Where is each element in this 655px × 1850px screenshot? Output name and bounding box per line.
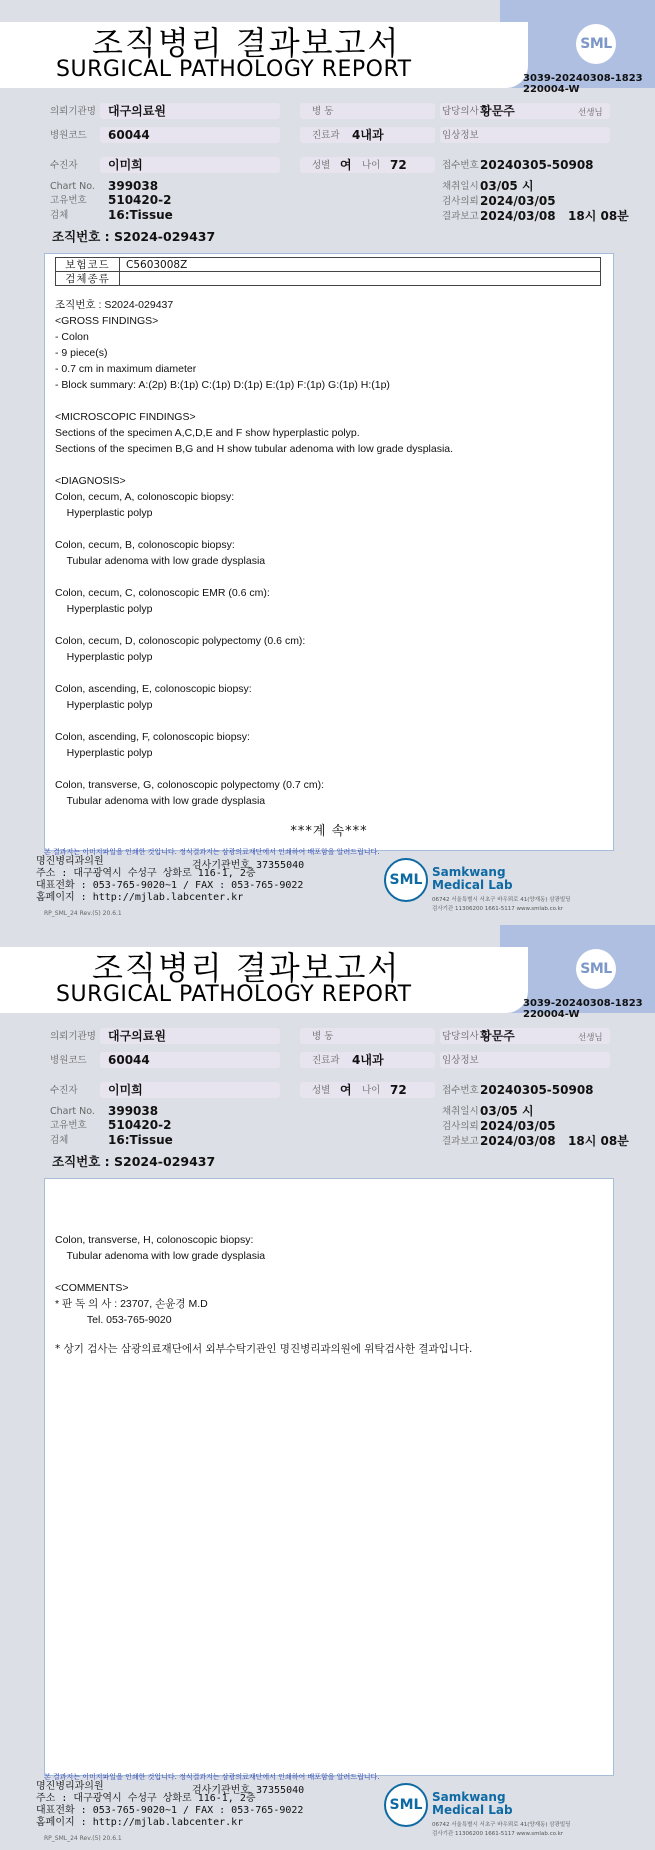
chart-value: 399038 [108,1104,159,1118]
ref-number: 조직번호 : S2024-029437 [52,1154,216,1169]
code-table [55,257,601,286]
result-label: 결과보고 [442,211,479,222]
specimen-label: 검체 [50,210,69,221]
hospital-code-value: 60044 [108,1053,150,1067]
lab-info: 명진병리과의원 주소 : 대구광역시 수성구 상화로 116-1, 2층 대표전화 : 053-765-9020~1 / FAX : 053-765-9022 홈페이지 : http://mjlab.labcenter.kr [36,856,304,903]
specimen-value: 16:Tissue [108,1133,173,1147]
sml-name: Samkwang Medical Lab [432,1790,513,1817]
exam-value: 2024/03/05 [480,1119,556,1133]
doctor-value: 황문주 [480,1029,515,1043]
exam-value: 2024/03/05 [480,194,556,208]
clinical-label: 임상정보 [442,130,479,141]
type-value [120,272,601,286]
id-value: 510420-2 [108,1118,172,1132]
report-page-2 [0,925,655,1850]
dept-label: 진료과 [312,130,340,141]
patient-value: 이미희 [108,1083,143,1097]
lab-info: 명진병리과의원 주소 : 대구광역시 수성구 상화로 116-1, 2층 대표전화 : 053-765-9020~1 / FAX : 053-765-9022 홈페이지 : http://mjlab.labcenter.kr [36,1781,304,1828]
form-code: 3039-20240308-1823 220004-W [523,998,643,1020]
specimen-value: 16:Tissue [108,208,173,222]
receipt-label: 접수번호 [442,1085,479,1096]
receipt-label: 접수번호 [442,160,479,171]
result-time: 18시 08분 [568,1134,629,1148]
age-value: 72 [390,1083,407,1097]
doctor-label: 담당의사 [442,1031,479,1042]
chart-value: 399038 [108,179,159,193]
report-text: Colon, transverse, H, colonoscopic biopsy: Tubular adenoma with low grade dysplasia <COMMENTS> * 판 독 의 사 : 23707, 손윤경 M.D Tel. 053-765-9020 [55,1234,266,1326]
result-date: 2024/03/08 [480,1134,556,1148]
result-label: 결과보고 [442,1136,479,1147]
sex-value: 여 [340,1083,352,1097]
age-label: 나이 [362,1085,381,1096]
sml-address: 06742 서울특별시 서초구 바우뫼로 41(양재동) 삼광빌딩 검사기관 11306200 1661-5117 www.smlab.co.kr [432,897,571,912]
revision-code: RP_SML_24 Rev.(5) 20.6.1 [44,1835,122,1842]
requester-value: 대구의료원 [108,1029,166,1043]
report-body [44,1178,614,1776]
notice: 본 결과지는 이미지파일을 인쇄한 것입니다. 정식결과지는 삼광의료재단에서 인쇄하여 배포함을 알려드립니다. [44,1773,380,1781]
hospital-code-value: 60044 [108,128,150,142]
doctor-suffix: 선생님 [578,108,603,118]
sex-label: 성별 [312,1085,331,1096]
hospital-code-label: 병원코드 [50,130,87,141]
sml-logo-icon: SML [576,24,616,64]
collect-label: 채취일시 [442,1106,479,1117]
title-english: SURGICAL PATHOLOGY REPORT [56,982,412,1007]
sex-label: 성별 [312,160,331,171]
lab-code: 검사기관번호 37355040 [192,1785,305,1796]
id-value: 510420-2 [108,193,172,207]
chart-label: Chart No. [50,181,95,192]
notice: 본 결과지는 이미지파일을 인쇄한 것입니다. 정식결과지는 삼광의료재단에서 인쇄하여 배포함을 알려드립니다. [44,848,380,856]
sml-footer-logo-icon: SML [384,858,428,902]
requester-label: 의뢰기관명 [50,106,96,117]
ward-label: 병 동 [312,106,334,117]
receipt-value: 20240305-50908 [480,1083,594,1097]
doctor-label: 담당의사 [442,106,479,117]
specimen-label: 검체 [50,1135,69,1146]
result-time: 18시 08분 [568,209,629,223]
dept-label: 진료과 [312,1055,340,1066]
exam-label: 검사의뢰 [442,1121,479,1132]
sex-value: 여 [340,158,352,172]
clinical-label: 임상정보 [442,1055,479,1066]
collect-value: 03/05 시 [480,179,534,193]
title-korean: 조직병리 결과보고서 [92,949,401,987]
title-korean: 조직병리 결과보고서 [92,24,401,62]
form-code: 3039-20240308-1823 220004-W [523,73,643,95]
hospital-code-label: 병원코드 [50,1055,87,1066]
ward-label: 병 동 [312,1031,334,1042]
patient-value: 이미희 [108,158,143,172]
requester-label: 의뢰기관명 [50,1031,96,1042]
ref-number: 조직번호 : S2024-029437 [52,229,216,244]
exam-label: 검사의뢰 [442,196,479,207]
insurance-value: C5603008Z [120,258,601,272]
report-text: 조직번호 : S2024-029437 <GROSS FINDINGS> - Colon - 9 piece(s) - 0.7 cm in maximum diameter - Block summary: A:(2p) B:(1p) C:(1p) D:(1p) E:(1p) F:(1p) G:(1p) H:(1p) <MICROSCOPIC FINDINGS> Sections of the specimen A,C,D,E and F show hyperplastic polyp. Sections of the specimen B,G and H show tubular adenoma with low grade dysplasia. <DIAGNOSIS> Colon, cecum, A, colonoscopic biopsy: Hyperplastic polyp Colon, cecum, B, colonoscopic biopsy: Tubular adenoma with low grade dysplasia Colon, cecum, C, colonoscopic EMR (0.6 cm): Hyperplastic polyp Colon, cecum, D, colonoscopic polypectomy (0.6 cm): Hyperplastic polyp Colon, ascending, E, colonoscopic biopsy: Hyperplastic polyp Colon, ascending, F, colonoscopic biopsy: Hyperplastic polyp Colon, transverse, G, colonoscopic polypectomy (0.7 cm): Tubular adenoma with low grade dysplasia [55,299,454,807]
age-value: 72 [390,158,407,172]
id-label: 고유번호 [50,1120,87,1131]
dept-value: 4내과 [352,1053,384,1067]
patient-label: 수진자 [50,160,78,171]
sml-name: Samkwang Medical Lab [432,865,513,892]
result-date: 2024/03/08 [480,209,556,223]
title-english: SURGICAL PATHOLOGY REPORT [56,57,412,82]
report-note: * 상기 검사는 삼광의료재단에서 외부수탁기관인 명진병리과의원에 위탁검사한 결과입니다. [55,1343,473,1355]
receipt-value: 20240305-50908 [480,158,594,172]
collect-label: 채취일시 [442,181,479,192]
id-label: 고유번호 [50,195,87,206]
requester-value: 대구의료원 [108,104,166,118]
insurance-label: 보험코드 [56,258,120,272]
continued-marker: ***계 속*** [290,824,368,839]
collect-value: 03/05 시 [480,1104,534,1118]
sml-address: 06742 서울특별시 서초구 바우뫼로 41(양재동) 삼광빌딩 검사기관 11306200 1661-5117 www.smlab.co.kr [432,1822,571,1837]
sml-logo-icon: SML [576,949,616,989]
chart-label: Chart No. [50,1106,95,1117]
age-label: 나이 [362,160,381,171]
table-row [56,272,601,286]
doctor-suffix: 선생님 [578,1033,603,1043]
doctor-value: 황문주 [480,104,515,118]
type-label: 검체종류 [56,272,120,286]
patient-label: 수진자 [50,1085,78,1096]
lab-code: 검사기관번호 37355040 [192,860,305,871]
dept-value: 4내과 [352,128,384,142]
report-body [44,253,614,851]
revision-code: RP_SML_24 Rev.(5) 20.6.1 [44,910,122,917]
table-row [56,258,601,272]
sml-footer-logo-icon: SML [384,1783,428,1827]
